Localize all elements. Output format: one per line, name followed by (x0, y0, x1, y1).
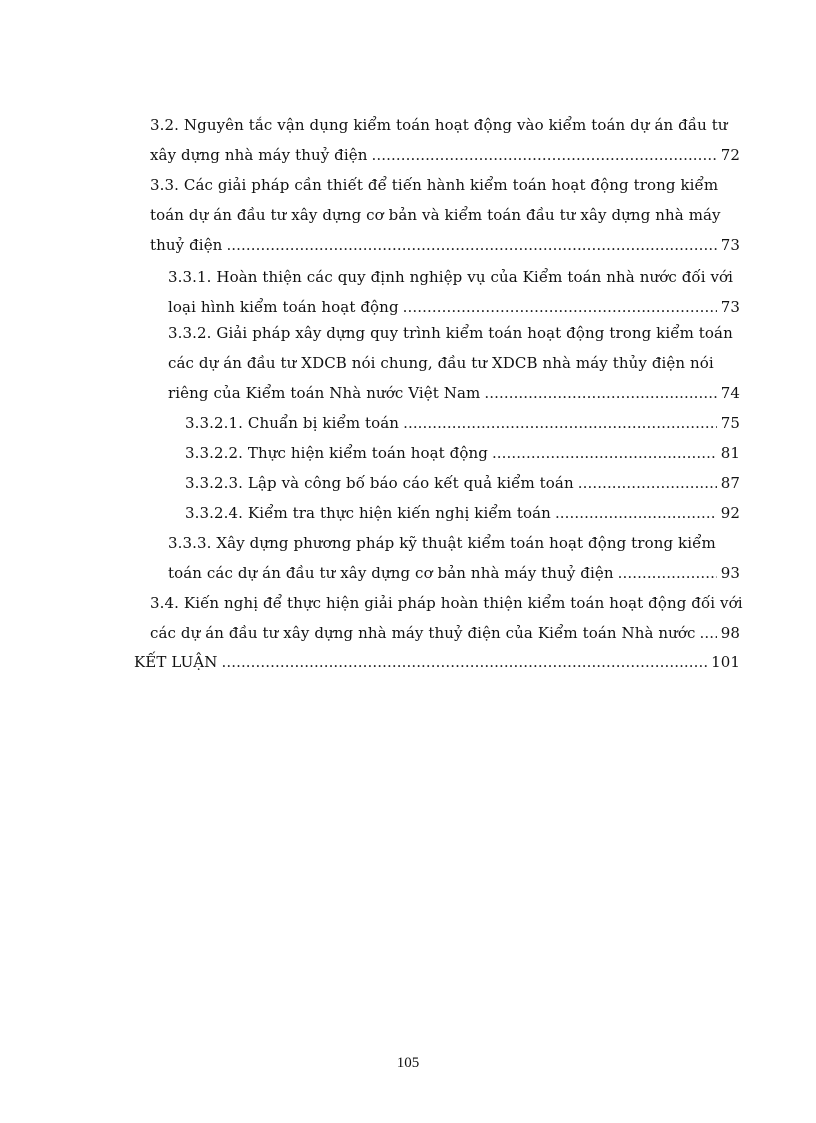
toc-page-number: 81 (720, 444, 740, 462)
toc-entry-3-3-2-line-1 (168, 318, 740, 348)
toc-page-number: 72 (720, 146, 740, 164)
toc-page-number: 98 (720, 624, 740, 642)
toc-line-text: 3.3.2.4. Kiểm tra thực hiện kiến nghị kiểm toán (185, 504, 551, 522)
dot-leader (700, 618, 717, 648)
toc-line-text: 3.2. Nguyên tắc vận dụng kiểm toán hoạt động vào kiểm toán dự án đầu tư (150, 116, 728, 134)
toc-line-text: các dự án đầu tư XDCB nói chung, đầu tư XDCB nhà máy thủy điện nói (168, 354, 714, 372)
toc-entry-3-3-line-1 (150, 170, 740, 200)
toc-page-number: 101 (711, 653, 740, 671)
dot-leader (618, 558, 717, 588)
dot-leader (492, 438, 717, 468)
toc-entry-3-3-3-line-2 (168, 558, 740, 588)
toc-entry-3-3-2-line-3 (168, 378, 740, 408)
dot-leader (484, 378, 716, 408)
toc-entry-3-3-2-2 (185, 438, 740, 468)
toc-line-text: 3.3.2. Giải pháp xây dựng quy trình kiểm toán hoạt động trong kiểm toán (168, 324, 733, 342)
dot-leader (578, 468, 717, 498)
toc-line-text: 3.3. Các giải pháp cần thiết để tiến hành kiểm toán hoạt động trong kiểm (150, 176, 719, 194)
toc-line-text: toán dự án đầu tư xây dựng cơ bản và kiểm toán đầu tư xây dựng nhà máy (150, 206, 721, 224)
toc-page-number: 92 (720, 504, 740, 522)
toc-line-text: các dự án đầu tư xây dựng nhà máy thuỷ điện của Kiểm toán Nhà nước (150, 624, 696, 642)
toc-entry-3-3-2-1 (185, 408, 740, 438)
toc-page-number: 75 (720, 414, 740, 432)
dot-leader (226, 230, 716, 260)
toc-entry-3-2-line-1 (150, 110, 740, 140)
toc-entry-3-3-2-3 (185, 468, 740, 498)
toc-entry-3-3-2-4 (185, 498, 740, 528)
toc-entry-ket-luan (134, 647, 740, 677)
toc-line-text: riêng của Kiểm toán Nhà nước Việt Nam (168, 384, 481, 402)
toc-entry-3-3-line-2 (150, 200, 740, 230)
dot-leader (555, 498, 717, 528)
toc-page-number: 73 (720, 236, 740, 254)
toc-entry-3-4-line-1 (150, 588, 743, 618)
toc-line-text: 3.3.2.3. Lập và công bố báo cáo kết quả kiểm toán (185, 474, 574, 492)
toc-entry-3-2-line-2 (150, 140, 740, 170)
toc-entry-3-3-2-line-2 (168, 348, 740, 378)
toc-line-text: thuỷ điện (150, 236, 223, 254)
toc-line-text: 3.3.1. Hoàn thiện các quy định nghiệp vụ của Kiểm toán nhà nước đối với (168, 268, 734, 286)
toc-line-text: toán các dự án đầu tư xây dựng cơ bản nhà máy thuỷ điện (168, 564, 614, 582)
dot-leader (403, 408, 717, 438)
toc-line-text: 3.4. Kiến nghị để thực hiện giải pháp hoàn thiện kiểm toán hoạt động đối với (150, 594, 743, 612)
dot-leader (372, 140, 717, 170)
toc-line-text: KẾT LUẬN (134, 653, 218, 671)
toc-line-text: 3.3.3. Xây dựng phương pháp kỹ thuật kiểm toán hoạt động trong kiểm (168, 534, 716, 552)
toc-page-number: 74 (720, 384, 740, 402)
toc-page-number: 87 (720, 474, 740, 492)
toc-entry-3-3-1-line-1 (168, 262, 740, 292)
dot-leader (221, 647, 707, 677)
toc-entry-3-3-line-3 (150, 230, 740, 260)
toc-line-text: 3.3.2.2. Thực hiện kiểm toán hoạt động (185, 444, 488, 462)
toc-page-number: 73 (720, 298, 740, 316)
toc-entry-3-3-3-line-1 (168, 528, 740, 558)
toc-line-text: loại hình kiểm toán hoạt động (168, 298, 399, 316)
toc-line-text: xây dựng nhà máy thuỷ điện (150, 146, 368, 164)
toc-page-number: 93 (720, 564, 740, 582)
toc-line-text: 3.3.2.1. Chuẩn bị kiểm toán (185, 414, 400, 432)
page-number: 105 (396, 1055, 420, 1071)
toc-entry-3-4-line-2 (150, 618, 740, 648)
